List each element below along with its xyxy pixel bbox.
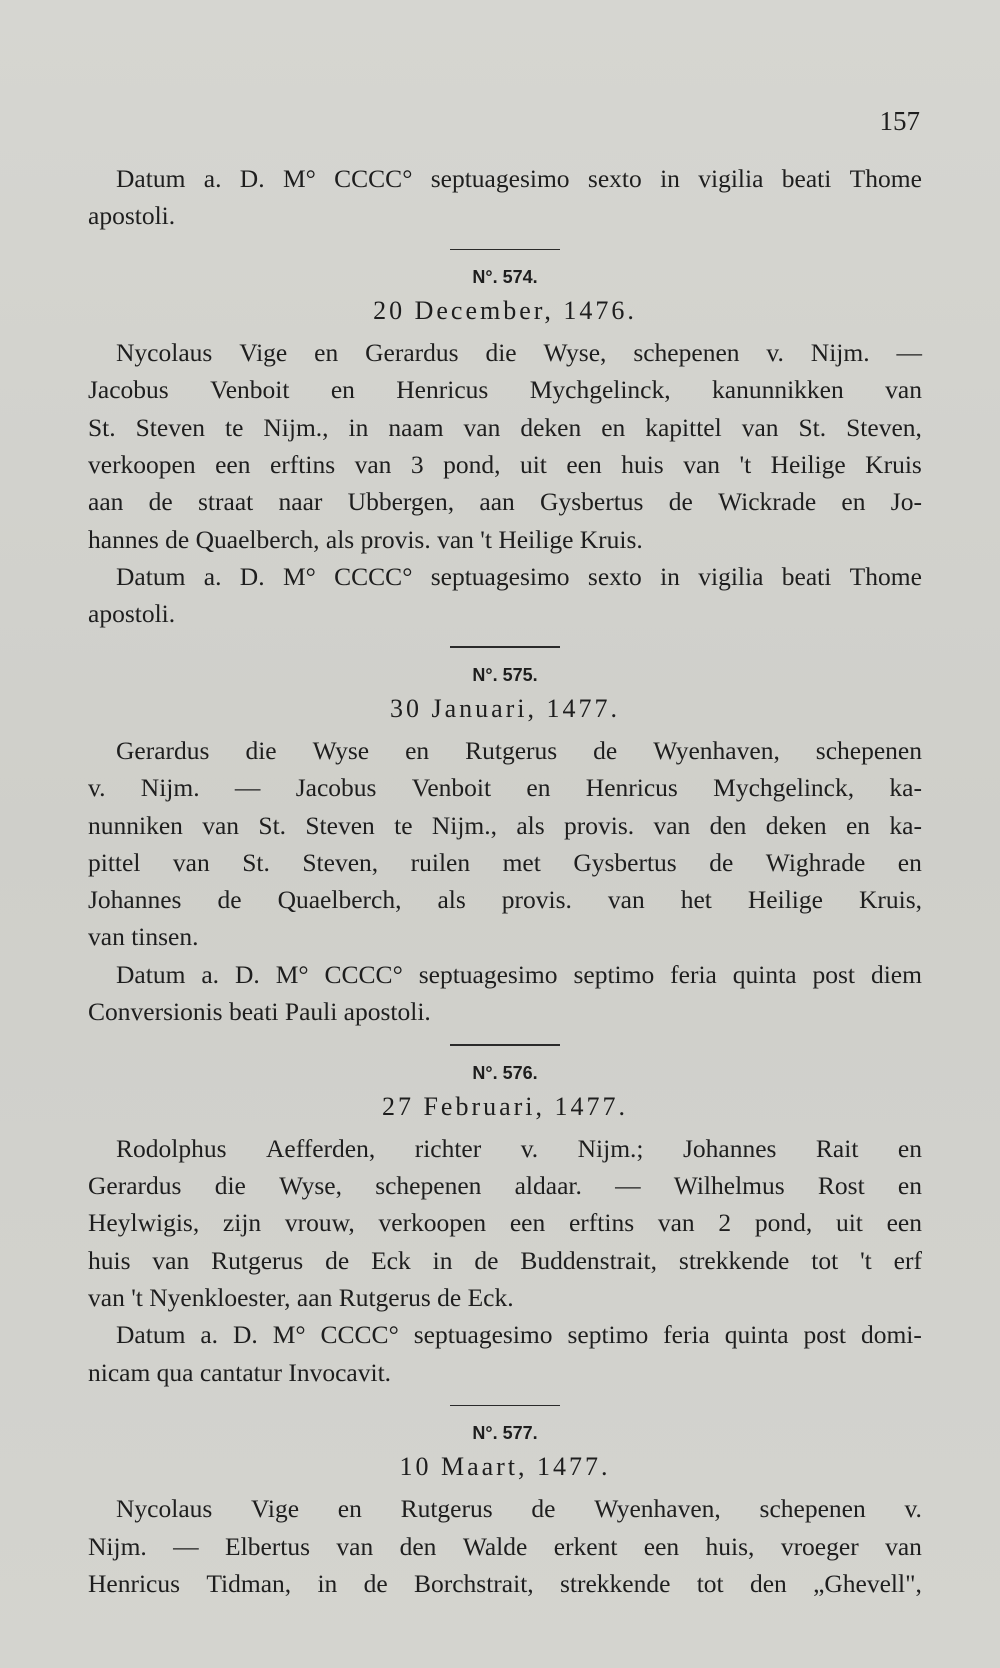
text-line: nunniken van St. Steven te Nijm., als provis. van den deken en ka-: [88, 810, 922, 840]
entry-number: N°. 575.: [472, 664, 538, 685]
text-line: hannes de Quaelberch, als provis. van 't Heilige Kruis.: [88, 524, 643, 554]
text-line: Datum a. D. M° CCCC° septuagesimo sexto in vigilia beati Thome: [116, 561, 922, 591]
text-line: huis van Rutgerus de Eck in de Buddenstrait, strekkende tot 't erf: [88, 1245, 922, 1275]
charter-entry-577: [88, 1405, 922, 1602]
text-line: nicam qua cantatur Invocavit.: [88, 1357, 392, 1387]
page-number: 157: [879, 106, 920, 136]
carryover-entry: [88, 160, 922, 235]
charter-entry-575: [88, 646, 922, 1030]
text-line: apostoli.: [88, 201, 176, 231]
entry-date: 30 Januari, 1477.: [389, 693, 621, 723]
charter-entry-576: [88, 1044, 922, 1391]
text-line: Nycolaus Vige en Gerardus die Wyse, schepenen v. Nijm. —: [116, 338, 922, 368]
entry-number: N°. 576.: [472, 1062, 538, 1083]
entry-date: 10 Maart, 1477.: [399, 1452, 611, 1482]
text-line: apostoli.: [88, 599, 176, 629]
separator-rule: [450, 1405, 560, 1407]
page-content: [88, 160, 922, 1604]
text-line: v. Nijm. — Jacobus Venboit en Henricus Mychgelinck, ka-: [88, 773, 922, 803]
text-line: Heylwigis, zijn vrouw, verkoopen een erftins van 2 pond, uit een: [88, 1208, 922, 1238]
text-line: Nycolaus Vige en Rutgerus de Wyenhaven, schepenen v.: [116, 1494, 922, 1524]
entry-date: 27 Februari, 1477.: [381, 1091, 629, 1121]
text-line: verkoopen een erftins van 3 pond, uit een huis van 't Heilige Kruis: [88, 449, 922, 479]
text-line: Johannes de Quaelberch, als provis. van het Heilige Kruis,: [88, 885, 922, 915]
separator-rule: [450, 249, 560, 251]
text-line: Conversionis beati Pauli apostoli.: [88, 997, 431, 1027]
entry-number: N°. 577.: [472, 1423, 538, 1444]
text-line: Gerardus die Wyse en Rutgerus de Wyenhaven, schepenen: [116, 735, 922, 765]
entry-date: 20 December, 1476.: [373, 296, 637, 326]
text-line: aan de straat naar Ubbergen, aan Gysbertus de Wickrade en Jo-: [88, 487, 922, 517]
text-line: van tinsen.: [88, 922, 199, 952]
text-line: Henricus Tidman, in de Borchstrait, strekkende tot den „Ghevell",: [88, 1569, 922, 1599]
text-line: Rodolphus Aefferden, richter v. Nijm.; Johannes Rait en: [116, 1133, 922, 1163]
text-line: Datum a. D. M° CCCC° septuagesimo septimo feria quinta post domi-: [116, 1320, 922, 1350]
separator-rule: [450, 1044, 560, 1046]
text-line: Gerardus die Wyse, schepenen aldaar. — Wilhelmus Rost en: [88, 1171, 922, 1201]
charter-entry-574: [88, 249, 922, 633]
text-line: Nijm. — Elbertus van den Walde erkent een huis, vroeger van: [88, 1531, 922, 1561]
text-line: Datum a. D. M° CCCC° septuagesimo septimo feria quinta post diem: [116, 959, 922, 989]
text-line: pittel van St. Steven, ruilen met Gysbertus de Wighrade en: [88, 847, 922, 877]
text-line: van 't Nyenkloester, aan Rutgerus de Eck.: [88, 1283, 514, 1313]
text-line: St. Steven te Nijm., in naam van deken en kapittel van St. Steven,: [88, 412, 922, 442]
text-line: Datum a. D. M° CCCC° septuagesimo sexto in vigilia beati Thome: [116, 164, 922, 193]
entry-number: N°. 574.: [472, 267, 538, 288]
separator-rule: [450, 646, 560, 648]
text-line: Jacobus Venboit en Henricus Mychgelinck, kanunnikken van: [88, 375, 922, 405]
